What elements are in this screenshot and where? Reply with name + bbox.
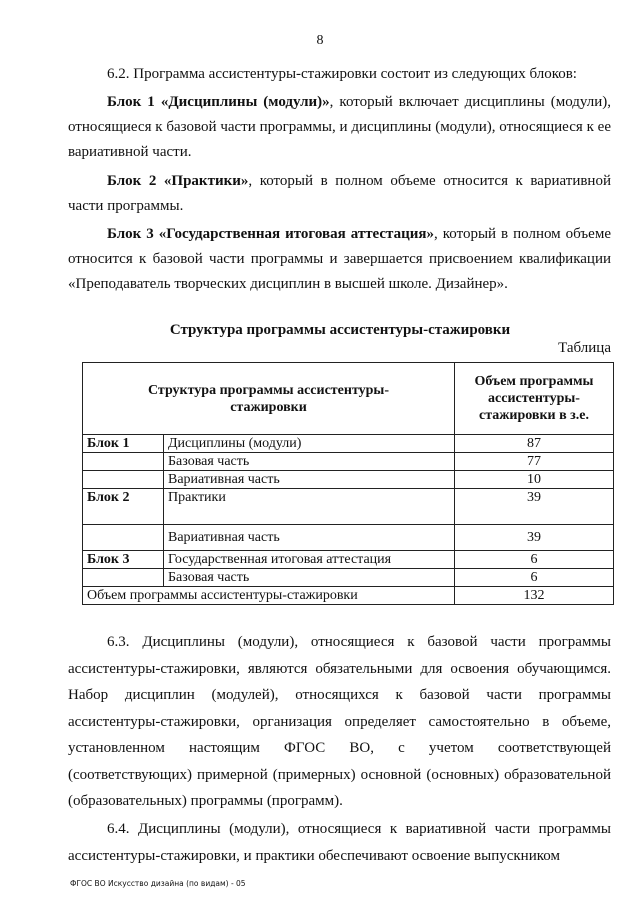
block-cell	[83, 569, 164, 587]
table-total-row	[83, 587, 614, 605]
row-name: Вариативная часть	[164, 525, 455, 551]
row-name: Базовая часть	[164, 569, 455, 587]
row-value: 39	[455, 489, 614, 525]
header-structure: Структура программы ассистентуры-стажировки	[83, 363, 455, 435]
block-3-text: , который в полном объеме относится к базовой части программы и завершается присвоением квалификации «Преподаватель творческих дисциплин в высшей школе. Дизайнер».	[68, 226, 611, 292]
row-value: 39	[455, 525, 614, 551]
table-row	[83, 569, 614, 587]
block-cell: Блок 1	[83, 435, 164, 453]
row-value: 10	[455, 471, 614, 489]
table-row	[83, 435, 614, 453]
block-cell	[83, 525, 164, 551]
table-row	[83, 471, 614, 489]
total-value: 132	[455, 587, 614, 605]
footer: ФГОС ВО Искусство дизайна (по видам) - 05	[70, 879, 246, 888]
table-row	[83, 489, 614, 525]
row-value: 87	[455, 435, 614, 453]
row-value: 6	[455, 551, 614, 569]
row-name: Государственная итоговая аттестация	[164, 551, 455, 569]
table-row	[83, 453, 614, 471]
header-volume: Объем программы ассистентуры-стажировки в з.е.	[455, 363, 614, 435]
block-cell	[83, 453, 164, 471]
row-value: 77	[455, 453, 614, 471]
program-structure-table	[82, 362, 614, 605]
page-number: 8	[316, 33, 324, 48]
block-1-lead: Блок 1 «Дисциплины (модули)»	[107, 94, 330, 110]
table-title: Структура программы ассистентуры-стажировки	[169, 322, 511, 338]
table-caption: Таблица	[558, 340, 611, 356]
row-name: Дисциплины (модули)	[164, 435, 455, 453]
row-value: 6	[455, 569, 614, 587]
block-cell: Блок 3	[83, 551, 164, 569]
paragraph-6-3: 6.3. Дисциплины (модули), относящиеся к базовой части программы ассистентуры-стажировки, являются обязательными для освоения обучающимся. Набор дисциплин (модулей), относящихся к базовой части программы ассистентуры-стажировки, организация определяет самостоятельно в объеме, установленном настоящим ФГОС ВО, с учетом соответствующей (соответствующих) примерной (примерных) основной (основных) образовательной (образовательных) программы (программ).	[68, 634, 611, 809]
intro-paragraph: 6.2. Программа ассистентуры-стажировки состоит из следующих блоков:	[107, 66, 577, 82]
block-2-lead: Блок 2 «Практики»	[107, 173, 249, 189]
table-row	[83, 551, 614, 569]
block-1-paragraph	[68, 90, 611, 165]
row-name: Практики	[164, 489, 455, 525]
block-2-text: , который в полном объеме относится к вариативной части программы.	[68, 173, 611, 214]
table-header-row	[83, 363, 614, 435]
total-label: Объем программы ассистентуры-стажировки	[83, 587, 455, 605]
block-2-paragraph	[68, 169, 611, 219]
row-name: Вариативная часть	[164, 471, 455, 489]
block-3-lead: Блок 3 «Государственная итоговая аттестация»	[107, 226, 435, 242]
block-1-text: , который включает дисциплины (модули), относящиеся к базовой части программы, и дисциплины (модули), относящиеся к ее вариативной части.	[68, 94, 611, 160]
table-row	[83, 525, 614, 551]
row-name: Базовая часть	[164, 453, 455, 471]
block-cell	[83, 471, 164, 489]
block-3-paragraph	[68, 222, 611, 297]
paragraph-6-4: 6.4. Дисциплины (модули), относящиеся к вариативной части программы ассистентуры-стажировки, и практики обеспечивают освоение выпускником	[68, 821, 611, 864]
block-cell: Блок 2	[83, 489, 164, 525]
